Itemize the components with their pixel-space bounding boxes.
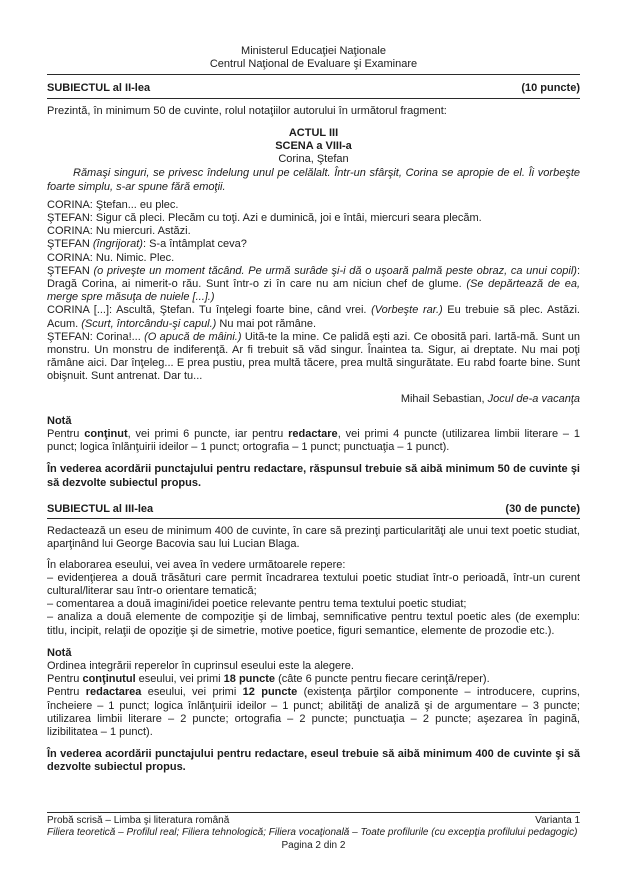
text-segment: CORINA: Nu miercuri. Astăzi. xyxy=(47,225,191,238)
text-segment: eseului, vei primi xyxy=(135,673,224,686)
text-segment: Mihail Sebastian, xyxy=(400,392,488,405)
subject3-task: Redactează un eseu de minimum 400 de cuvinte, în care să prezinţi particularităţi ale unui text poetic studiat, aparţinând lui George Bacovia sau lui Lucian Blaga. xyxy=(47,525,580,551)
dialogue-line xyxy=(47,238,580,251)
subject2-points: (10 puncte) xyxy=(521,82,580,95)
text-segment: redactarea xyxy=(85,686,142,699)
footer-track: Filiera teoretică – Profilul real; Filiera tehnologică; Filiera vocaţională – Toate profilurile (cu excepţia profilului pedagogic) xyxy=(47,827,578,838)
header-center: Centrul Naţional de Evaluare şi Examinare xyxy=(209,58,418,71)
text-segment: Eu trebuie să plec. Astăzi. Acum. xyxy=(47,304,580,330)
subject3-note-order: Ordinea integrării reperelor în cuprinsul eseului este la alegere. xyxy=(47,659,354,672)
subject3-guidelines-intro: În elaborarea eseului, vei avea în vedere următoarele repere: xyxy=(47,558,346,571)
text-segment: (O apucă de mâini.) xyxy=(144,330,242,343)
subject2-requirement: În vederea acordării punctajului pentru redactare, răspunsul trebuie să aibă minimum 50 de cuvinte şi să dezvolte subiectul propus. xyxy=(47,463,580,489)
text-segment: (existenţa părţilor componente – introducere, cuprins, încheiere – 1 punct; logica înlănţuirii ideilor – 1 punct; abilităţi de analiză şi de argumentare – 3 puncte; utilizarea limbii literare – 2 puncte; ortografia – 2 puncte; punctuaţia – 2 puncte; aşezarea în pagină, lizibilitatea – 1 punct). xyxy=(47,686,580,738)
footer-page-number: Pagina 2 din 2 xyxy=(281,839,346,851)
text-segment: (câte 6 puncte pentru fiecare cerinţă/reper). xyxy=(275,673,490,686)
text-segment: eseului, vei primi xyxy=(141,686,243,699)
text-segment: conţinut xyxy=(84,428,128,441)
text-segment: : S-a întâmplat ceva? xyxy=(142,238,247,251)
subject2-title-bar xyxy=(47,82,580,98)
footer-variant: Varianta 1 xyxy=(535,814,580,826)
guideline-item: – evidenţierea a două trăsături care permit încadrarea textului poetic studiat într-o perioadă, într-un curent cultural/literar sau într-o orientare tematică; xyxy=(47,571,580,597)
text-segment: CORINA: Ştefan... eu plec. xyxy=(47,198,179,211)
document-header xyxy=(47,45,580,75)
dialogue-line xyxy=(47,212,580,225)
subject3-title: SUBIECTUL al III-lea xyxy=(47,502,154,515)
subject3-title-bar xyxy=(47,503,580,519)
guideline-item: – comentarea a două imagini/idei poetice relevante pentru tema textului poetic studiat; xyxy=(47,598,467,611)
subject3-note-heading: Notă xyxy=(47,646,72,659)
subject3-note-content-scoring xyxy=(47,673,580,686)
subject2-note-heading: Notă xyxy=(47,414,72,427)
subject3-points: (30 de puncte) xyxy=(505,502,580,515)
subject3-requirement: În vederea acordării punctajului pentru redactare, eseul trebuie să aibă minimum 400 de cuvinte şi să dezvolte subiectul propus. xyxy=(47,748,580,774)
dialogue-line xyxy=(47,252,580,265)
footer-row xyxy=(47,815,580,828)
text-segment: , vei primi 6 puncte, iar pentru xyxy=(127,428,289,441)
header-ministry: Ministerul Educaţiei Naţionale xyxy=(241,45,386,57)
text-segment: (Scurt, întorcându-şi capul.) xyxy=(81,317,217,330)
dialogue-line xyxy=(47,331,580,384)
subject3-note-writing-scoring xyxy=(47,686,580,739)
subject2-note-scoring xyxy=(47,428,580,454)
text-segment: Uită-te la mine. Ce palidă eşti azi. Ce obosită pari. Iartă-mă. Sunt un monstru. Un monstru de indiferenţă. Ar fi trebuit să văd singur. Înaintea ta. Sigur, ai dreptate. Nu mai poţi rămâne aici. Dar înţeleg... E prea pustiu, prea multă tăcere, prea multă singurătate. Eu rabd foarte bine. Sunt obişnuit. Sunt antrenat. Dar tu... xyxy=(47,330,580,383)
text-segment: , vei primi 4 puncte (utilizarea limbii literare – 1 punct; logica înlănţuirii ideilor – 1 punct; ortografia – 1 punct; punctuaţia – 1 punct). xyxy=(47,428,580,454)
fragment-act: ACTUL III xyxy=(288,126,339,139)
text-segment: Pentru xyxy=(47,673,83,686)
dialogue-line xyxy=(47,199,580,212)
text-segment: ŞTEFAN xyxy=(47,264,94,277)
text-segment: 12 puncte xyxy=(242,686,298,699)
text-segment: ŞTEFAN: Corina!... xyxy=(47,330,145,343)
footer-exam-name: Probă scrisă – Limba şi literatura română xyxy=(47,814,230,826)
text-segment: (Vorbeşte rar.) xyxy=(371,304,443,317)
text-segment: (Se depărtează de ea, merge spre măsuţa de nuiele [...].) xyxy=(47,278,580,304)
text-segment: redactare xyxy=(288,428,338,441)
text-segment: 18 puncte xyxy=(223,673,276,686)
page-footer xyxy=(47,812,580,853)
text-segment: Pentru xyxy=(47,428,85,441)
subject2-title: SUBIECTUL al II-lea xyxy=(47,82,151,95)
text-segment: Jocul de-a vacanţa xyxy=(487,392,580,405)
dialogue-line xyxy=(47,265,580,305)
dialogue-line xyxy=(47,225,580,238)
dialogue-block xyxy=(47,199,580,384)
guideline-item: – analiza a două elemente de compoziţie şi de limbaj, semnificative pentru textul poetic ales (de exemplu: titlu, incipit, relaţii de opoziţie şi de simetrie, motive poetice, figuri semantice, elemente de prozodie etc.). xyxy=(47,611,580,637)
text-segment: : Dragă Corina, ai nimerit-o rău. Sunt într-o zi în care nu am niciun chef de glume. xyxy=(47,264,580,291)
text-segment: CORINA: Nu. Nimic. Plec. xyxy=(47,251,175,264)
subject2-task: Prezintă, în minimum 50 de cuvinte, rolul notaţiilor autorului în următorul fragment: xyxy=(47,104,447,117)
text-segment: ŞTEFAN xyxy=(47,238,93,251)
text-segment: (îngrijorat) xyxy=(92,238,143,251)
text-segment: Nu mai pot rămâne. xyxy=(216,317,317,330)
text-segment: ŞTEFAN: Sigur că pleci. Plecăm cu toţi. Azi e duminică, joi e întâi, miercuri seara plecăm. xyxy=(47,212,482,225)
fragment-characters: Corina, Ştefan xyxy=(278,153,349,166)
stage-direction: Rămaşi singuri, se privesc îndelung unul pe celălalt. Într-un sfârşit, Corina se apropie de el. Îi vorbeşte foarte simplu, s-ar spune fără emoţii. xyxy=(47,167,580,193)
fragment-scene: SCENA a VIII-a xyxy=(275,140,352,153)
fragment-attribution xyxy=(47,393,580,406)
text-segment: conţinutul xyxy=(82,673,136,686)
dialogue-line xyxy=(47,304,580,330)
text-segment: (o priveşte un moment tăcând. Pe urmă surâde şi-i dă o uşoară palmă peste obraz, ca unui copil) xyxy=(93,264,577,277)
text-segment: Pentru xyxy=(47,686,86,699)
text-segment: CORINA [...]: Ascultă, Ştefan. Tu înţelegi foarte bine, când vrei. xyxy=(47,304,372,317)
